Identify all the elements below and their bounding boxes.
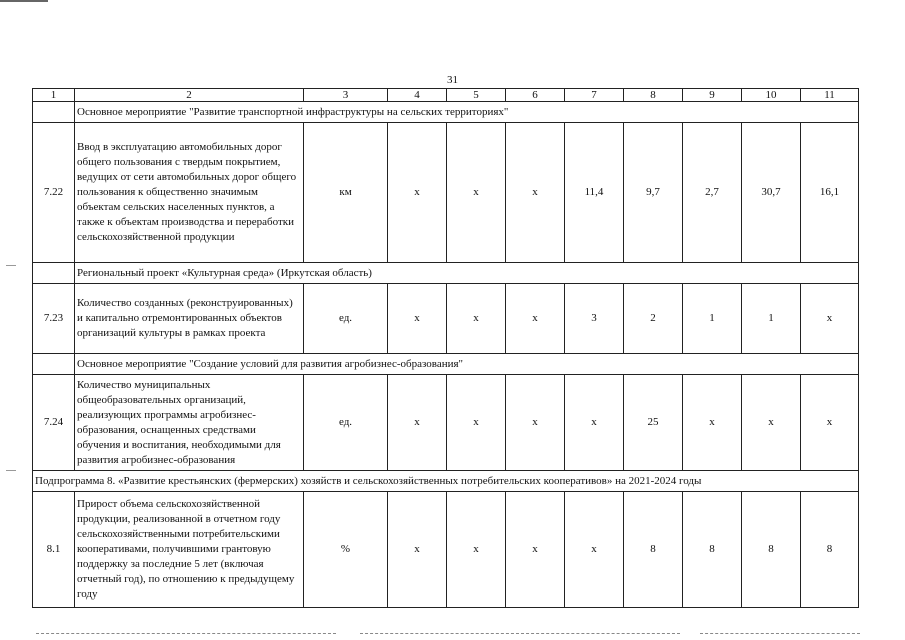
value-cell: х [506, 284, 565, 354]
value-cell: 1 [683, 284, 742, 354]
column-number-cell: 6 [506, 89, 565, 102]
unit-cell: ед. [304, 284, 388, 354]
section-title: Основное мероприятие "Создание условий для развития агробизнес-образования" [75, 354, 859, 375]
indicator-row [33, 492, 859, 608]
value-cell: 3 [565, 284, 624, 354]
column-number-cell: 5 [447, 89, 506, 102]
value-cell: х [506, 375, 565, 471]
indicator-row [33, 375, 859, 471]
column-number-cell: 1 [33, 89, 75, 102]
column-number-cell: 4 [388, 89, 447, 102]
value-cell: х [447, 375, 506, 471]
indicator-number: 8.1 [33, 492, 75, 608]
value-cell: 9,7 [624, 123, 683, 263]
value-cell: 8 [683, 492, 742, 608]
indicator-number: 7.23 [33, 284, 75, 354]
value-cell: 25 [624, 375, 683, 471]
value-cell: 1 [742, 284, 801, 354]
scan-artifact-tick [6, 470, 16, 471]
scan-artifact-line [36, 633, 336, 635]
section-title: Подпрограмма 8. «Развитие крестьянских (фермерских) хозяйств и сельскохозяйственных потребительских кооперативов» на 2021-2024 годы [33, 471, 859, 492]
value-cell: х [565, 375, 624, 471]
indicator-number: 7.22 [33, 123, 75, 263]
value-cell: х [388, 375, 447, 471]
column-number-cell: 10 [742, 89, 801, 102]
section-row [33, 102, 859, 123]
column-number-cell: 7 [565, 89, 624, 102]
empty-index-cell [33, 102, 75, 123]
page-number: 31 [447, 74, 458, 86]
value-cell: 2 [624, 284, 683, 354]
value-cell: 11,4 [565, 123, 624, 263]
column-number-cell: 9 [683, 89, 742, 102]
scan-artifact-mark [0, 0, 48, 2]
column-number-cell: 11 [801, 89, 859, 102]
value-cell: 2,7 [683, 123, 742, 263]
empty-index-cell [33, 263, 75, 284]
indicator-row [33, 123, 859, 263]
section-title: Основное мероприятие "Развитие транспортной инфраструктуры на сельских территориях" [75, 102, 859, 123]
value-cell: 8 [801, 492, 859, 608]
value-cell: х [801, 375, 859, 471]
value-cell: х [388, 492, 447, 608]
value-cell: 8 [624, 492, 683, 608]
unit-cell: км [304, 123, 388, 263]
value-cell: х [388, 284, 447, 354]
column-number-cell: 2 [75, 89, 304, 102]
column-number-cell: 8 [624, 89, 683, 102]
value-cell: х [742, 375, 801, 471]
value-cell: х [683, 375, 742, 471]
scan-artifact-line [360, 633, 680, 635]
section-row [33, 471, 859, 492]
value-cell: 16,1 [801, 123, 859, 263]
scan-artifact-line [700, 633, 860, 635]
value-cell: 8 [742, 492, 801, 608]
value-cell: х [506, 492, 565, 608]
value-cell: х [506, 123, 565, 263]
value-cell: х [447, 492, 506, 608]
indicator-row [33, 284, 859, 354]
unit-cell: ед. [304, 375, 388, 471]
value-cell: х [447, 123, 506, 263]
value-cell: х [565, 492, 624, 608]
header-row [33, 89, 859, 102]
indicator-number: 7.24 [33, 375, 75, 471]
section-row [33, 354, 859, 375]
indicator-description: Ввод в эксплуатацию автомобильных дорог общего пользования с твердым покрытием, ведущих от сети автомобильных дорог общего пользования к общественно значимым объектам сельских населенных пунктов, а также к объектам производства и переработки сельскохозяйственной продукции [75, 123, 304, 263]
empty-index-cell [33, 354, 75, 375]
scan-artifact-tick [6, 265, 16, 266]
indicator-description: Количество созданных (реконструированных) и капитально отремонтированных объектов организаций культуры в рамках проекта [75, 284, 304, 354]
section-row [33, 263, 859, 284]
unit-cell: % [304, 492, 388, 608]
value-cell: х [447, 284, 506, 354]
indicator-description: Количество муниципальных общеобразовательных организаций, реализующих программы агробизнес-образования, оснащенных средствами обучения и воспитания, необходимыми для развития агробизнес-образования [75, 375, 304, 471]
value-cell: 30,7 [742, 123, 801, 263]
column-number-cell: 3 [304, 89, 388, 102]
value-cell: х [801, 284, 859, 354]
indicator-description: Прирост объема сельскохозяйственной продукции, реализованной в отчетном году сельскохозяйственными потребительскими кооперативами, получившими грантовую поддержку за последние 5 лет (включая отчетный год), по отношению к предыдущему году [75, 492, 304, 608]
value-cell: х [388, 123, 447, 263]
section-title: Региональный проект «Культурная среда» (Иркутская область) [75, 263, 859, 284]
indicators-table [32, 88, 859, 608]
